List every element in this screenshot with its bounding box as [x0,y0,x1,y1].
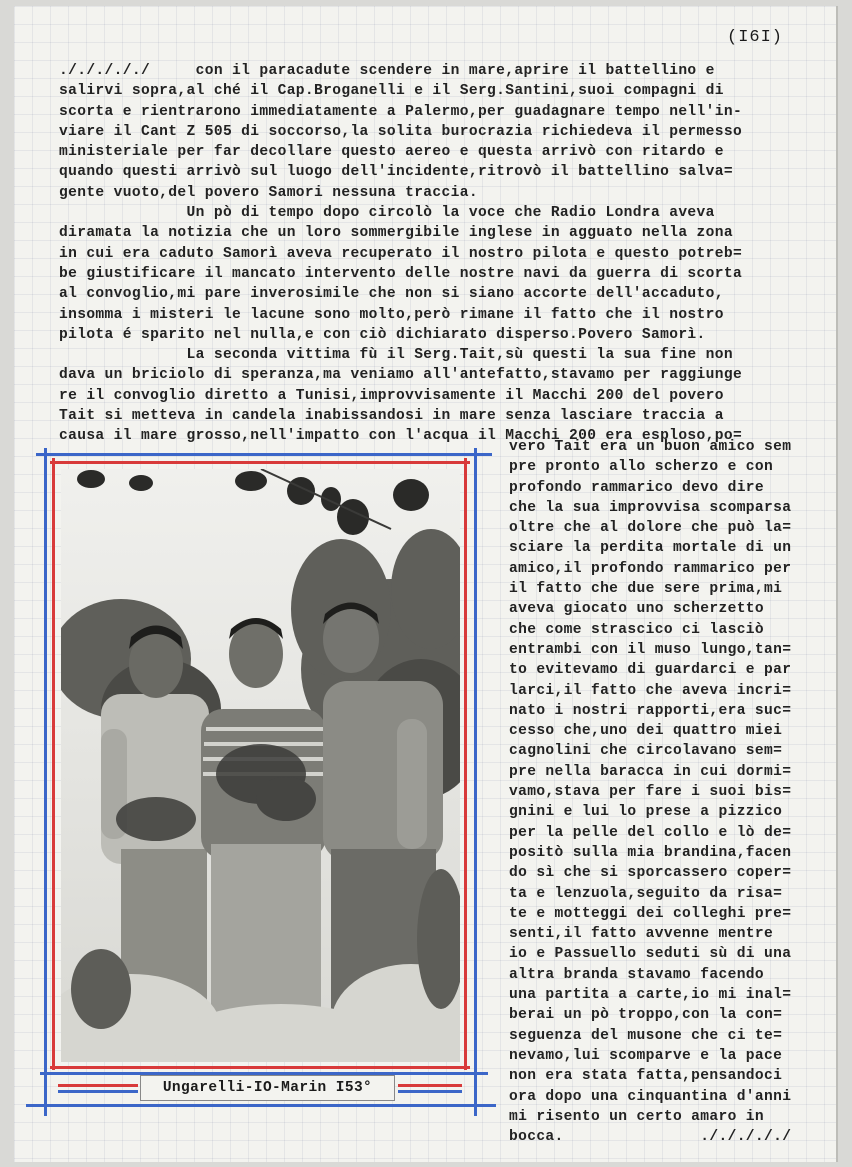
frame-caption-blue-left [58,1090,138,1093]
text-line: che la sua improvvisa scomparsa [509,499,792,516]
text-line: be giustificare il mancato intervento delle nostre navi da guerra di scorta [59,265,743,282]
text-line: aveva giocato uno scherzetto [509,601,765,618]
text-line: do sì che si sporcassero coper= [509,865,792,882]
text-line: cesso che,uno dei quattro miei [509,723,783,740]
text-line: io e Passuello seduti sù di una [509,946,792,963]
frame-right-red [464,458,467,1070]
text-line: nevamo,lui scomparve e la pace [509,1047,783,1064]
body-text-top [59,61,742,447]
text-line: cagnolini che circolavano sem= [509,743,783,760]
text-line: larci,il fatto che aveva incri= [509,682,792,699]
text-line: re il convoglio diretto a Tunisi,improvvisamente il Macchi 200 del povero [59,387,724,404]
frame-left-red [52,458,55,1070]
text-line: mi risento un certo amaro in [509,1108,765,1125]
text-line: positò sulla mia brandina,facen [509,844,792,861]
text-line: Tait si metteva in candela inabissandosi in mare senza lasciare traccia a [59,408,724,425]
text-line: oltre che al dolore che può la= [509,520,792,537]
frame-caption-blue-right [398,1090,462,1093]
text-line: pre pronto allo scherzo e con [509,459,774,476]
text-line: La seconda vittima fù il Serg.Tait,sù questi la sua fine non [59,347,733,364]
text-line: vamo,stava per fare i suoi bis= [509,784,792,801]
text-line: ministeriale per far decollare questo aereo e questa arrivò con ritardo e [59,144,724,161]
text-line: ta e lenzuola,seguito da risa= [509,885,783,902]
frame-bottom-blue-outer [26,1104,496,1107]
text-line: pilota é sparito nel nulla,e con ciò dichiarato disperso.Povero Samorì. [59,326,706,343]
text-line: amico,il profondo rammarico per [509,560,792,577]
text-line: diramata la notizia che un loro sommergibile inglese in agguato nella zona [59,225,733,242]
text-line: in cui era caduto Samorì aveva recuperato il nostro pilota e questo potreb= [59,245,743,262]
frame-right-blue [474,448,477,1116]
text-line: sciare la perdita mortale di un [509,540,792,557]
text-line: Un pò di tempo dopo circolò la voce che Radio Londra aveva [59,205,715,222]
text-line: gente vuoto,del povero Samori nessuna traccia. [59,184,478,201]
text-line: che come strascico ci lasciò [509,621,765,638]
text-line: non era stata fatta,pensandoci [509,1068,783,1085]
text-line: to evitevamo di guardarci e par [509,662,792,679]
text-line: te e motteggi dei colleghi pre= [509,905,792,922]
text-line: ./././././ con il paracadute scendere in mare,aprire il battellino e [59,63,715,79]
text-line: salirvi sopra,al ché il Cap.Broganelli e il Serg.Santini,suoi compagni di [59,83,724,100]
text-line: insomma i misteri le lacune sono molto,però rimane il fatto che il nostro [59,306,724,323]
text-line: il fatto che due sere prima,mi [509,581,783,598]
frame-top-blue [36,453,492,456]
text-line: seguenza del musone che ci te= [509,1027,783,1044]
text-line: viare il Cant Z 505 di soccorso,la solita burocrazia richiedeva il permesso [59,123,743,140]
frame-caption-red-right [398,1084,462,1087]
text-line: al convoglio,mi pare inverosimile che non si siano accorte dell'accaduto, [59,286,724,303]
frame-top-red [50,461,470,464]
text-line: altra branda stavamo facendo [509,966,765,983]
text-line: pre nella baracca in cui dormi= [509,763,792,780]
photo-caption: Ungarelli-IO-Marin I53° [140,1075,395,1101]
frame-left-blue [44,448,47,1116]
text-line: vero Tait era un buon amico sem [509,439,792,455]
text-line: profondo rammarico devo dire [509,479,765,496]
text-line: entrambi con il muso lungo,tan= [509,641,792,658]
text-line: quando questi arrivò sul luogo dell'incidente,ritrovò il battellino salva= [59,164,733,181]
photo-illustration [61,469,460,1062]
text-line: berai un pò troppo,con la con= [509,1007,783,1024]
body-text-side [509,437,791,1147]
text-line: ora dopo una cinquantina d'anni [509,1088,792,1105]
text-line: gnini e lui lo prese a pizzico [509,804,783,821]
text-line: scorta e rientrarono immediatamente a Palermo,per guadagnare tempo nell'in- [59,103,743,120]
text-line: una partita a carte,io mi inal= [509,987,792,1004]
text-line: senti,il fatto avvenne mentre [509,926,774,943]
text-line: nato i nostri rapporti,era suc= [509,702,792,719]
text-line: per la pelle del collo e lò de= [509,824,792,841]
frame-bottom-red [50,1066,470,1069]
text-line: dava un briciolo di speranza,ma veniamo all'antefatto,stavamo per raggiunge [59,367,743,384]
frame-caption-red-left [58,1084,138,1087]
page-number: (I6I) [727,28,784,47]
text-line: causa il mare grosso,nell'impatto con l'acqua il Macchi 200 era esploso,po= [59,428,743,445]
group-photo [61,469,460,1062]
text-line: bocca. ./././././ [509,1129,792,1146]
